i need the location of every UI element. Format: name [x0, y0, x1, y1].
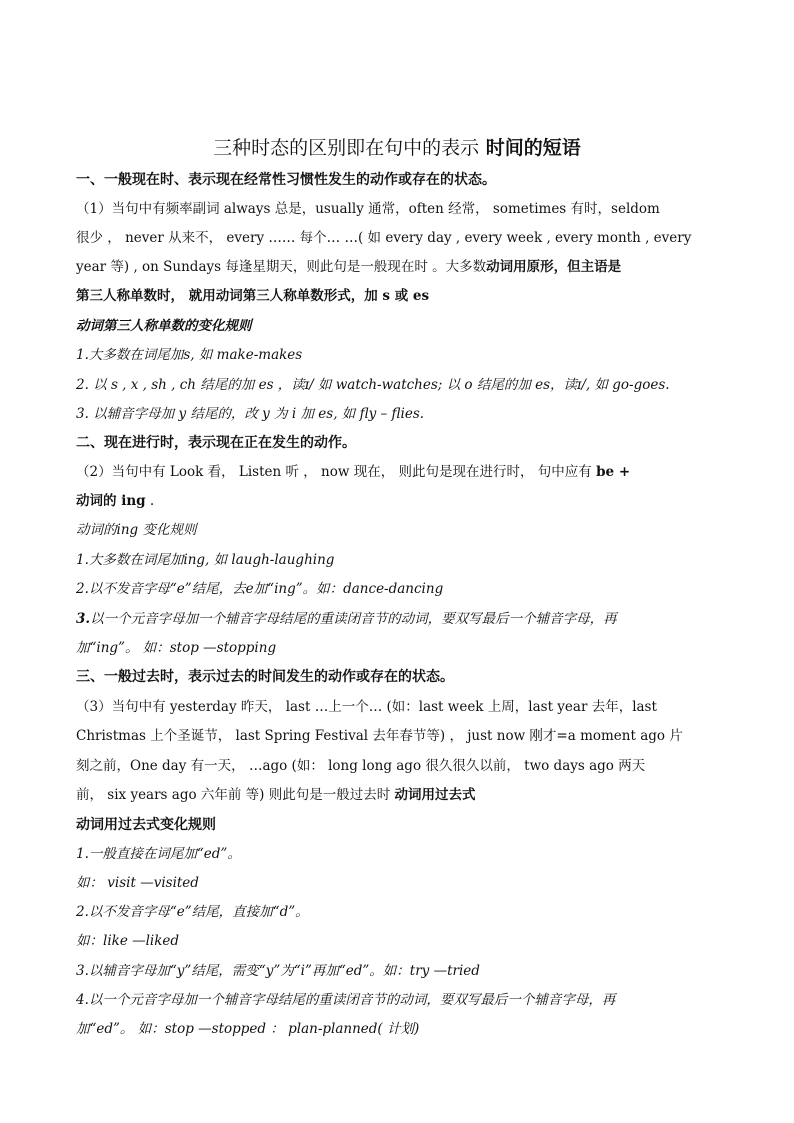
rule-item: 3.以一个元音字母加一个辅音字母结尾的重读闭音节的动词，要双写最后一个辅音字母，再 — [76, 611, 617, 627]
page-title — [0, 134, 794, 162]
paragraph-line: 刻之前，One day 有一天， …ago (如： long long ago 很久很久以前， two days ago 两天 — [76, 758, 646, 774]
rule-item: 2. 以 s , x , sh , ch 结尾的加 es ，读ɪ/ 如 watch-watches; 以 o 结尾的加 es，读ɪ/, 如 go-goes. — [76, 377, 670, 393]
rule-heading: 动词用过去式变化规则 — [76, 817, 216, 833]
title-main: 三种时态的区别即在句中的表示 — [213, 137, 480, 159]
section-heading-present-continuous: 二、现在进行时，表示现在正在发生的动作。 — [76, 435, 356, 451]
rule-item: 3.以辅音字母加“y”结尾，需变“y”为“i”再加“ed”。如：try —tried — [76, 963, 480, 979]
paragraph-line: 前， six years ago 六年前 等) 则此句是一般过去时 动词用过去式 — [76, 787, 476, 803]
rule-item: 1.大多数在词尾加ing, 如 laugh-laughing — [76, 552, 335, 568]
paragraph-line: 动词的 ing . — [76, 493, 155, 509]
paragraph-line: year 等) , on Sundays 每逢星期天，则此句是一般现在时 。大多数动词用原形，但主语是 — [76, 259, 622, 275]
paragraph-line-bold: 第三人称单数时， 就用动词第三人称单数形式，加 s 或 es — [76, 288, 430, 304]
paragraph-line: （3）当句中有 yesterday 昨天， last …上一个… (如：last week 上周，last year 去年，last — [76, 699, 657, 715]
paragraph-line: Christmas 上个圣诞节， last Spring Festival 去年春节等) ， just now 刚才=a moment ago 片 — [76, 728, 683, 744]
section-heading-present-simple: 一、一般现在时、表示现在经常性习惯性发生的动作或存在的状态。 — [76, 172, 496, 188]
rule-item: 1.大多数在词尾加s, 如 make-makes — [76, 347, 303, 363]
title-bold: 时间的短语 — [479, 137, 581, 159]
rule-item: 4.以一个元音字母加一个辅音字母结尾的重读闭音节的动词，要双写最后一个辅音字母，再 — [76, 992, 616, 1008]
section-heading-past-simple: 三、一般过去时，表示过去的时间发生的动作或存在的状态。 — [76, 669, 454, 685]
rule-heading: 动词的ing 变化规则 — [76, 522, 197, 538]
rule-example: 如： visit —visited — [76, 875, 199, 891]
rule-example: 加“ed”。 如：stop —stopped ： plan-planned( 计划) — [76, 1021, 420, 1037]
rule-example: 如：like —liked — [76, 933, 180, 949]
paragraph-line: （2）当句中有 Look 看， Listen 听 ， now 现在， 则此句是现在进行时， 句中应有 be + — [76, 464, 631, 480]
paragraph-line: 很少 ， never 从来不， every …… 每个… …( 如 every day , every week , every month , every — [76, 230, 692, 246]
rule-item: 2.以不发音字母“e”结尾，去e加“ing”。如：dance-dancing — [76, 581, 444, 597]
rule-item: 加“ing”。 如：stop —stopping — [76, 640, 277, 656]
rule-item: 2.以不发音字母“e”结尾，直接加“d”。 — [76, 904, 309, 920]
rule-item: 1.一般直接在词尾加“ed”。 — [76, 846, 241, 862]
rule-heading: 动词第三人称单数的变化规则 — [76, 318, 252, 334]
rule-item: 3. 以辅音字母加 y 结尾的，改 y 为 i 加 es, 如 fly – flies. — [76, 406, 425, 422]
paragraph-line: （1）当句中有频率副词 always 总是，usually 通常，often 经常， sometimes 有时，seldom — [76, 201, 660, 217]
